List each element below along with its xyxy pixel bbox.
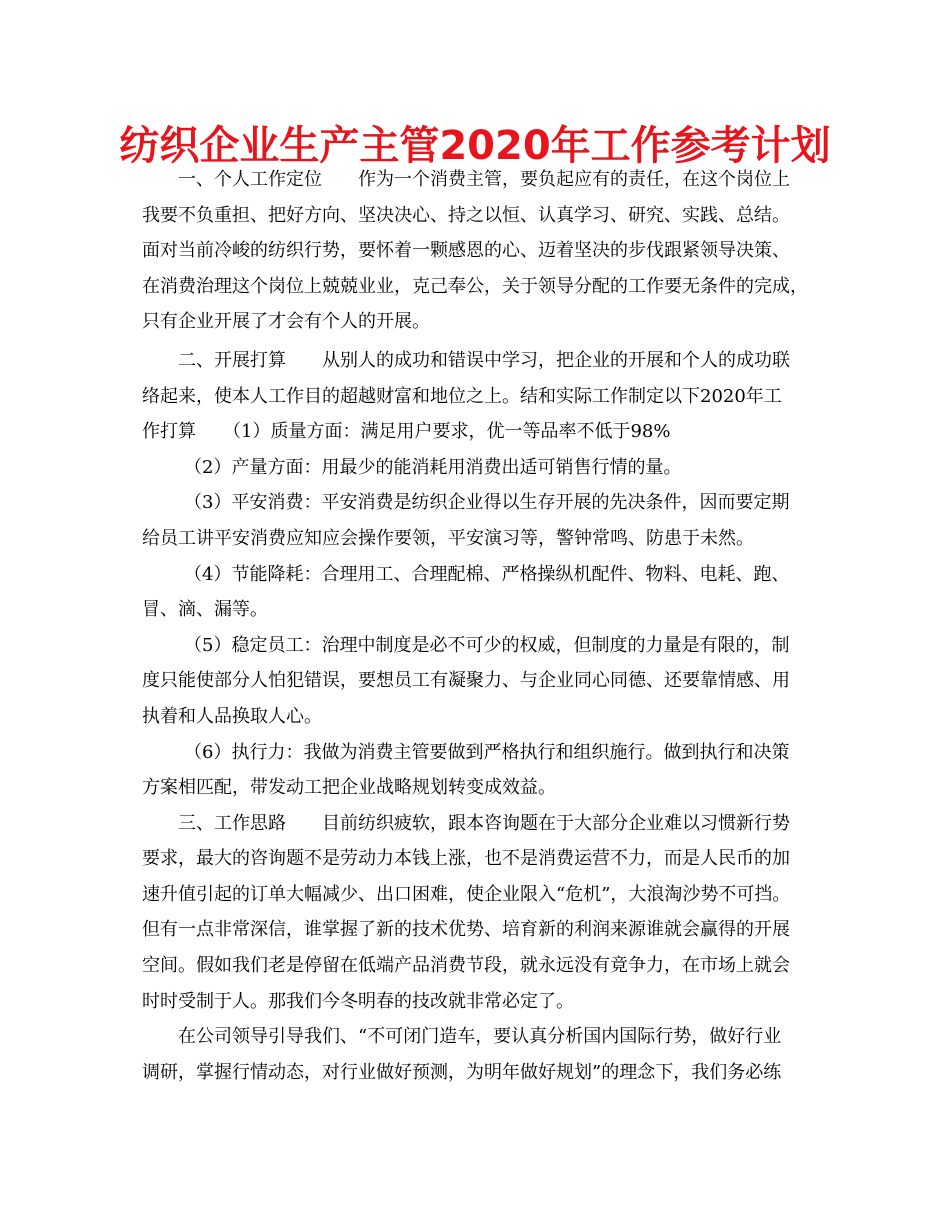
paragraph-line: 时时受制于人。那我们今冬明春的技改就非常必定了。 (142, 990, 574, 1012)
paragraph-line: （3）平安消费：平安消费是纺织企业得以生存开展的先决条件，因而要定期 (184, 492, 790, 514)
paragraph-line: 三、工作思路 目前纺织疲软，跟本咨询题在于大部分企业难以习惯新行势 (178, 812, 790, 834)
paragraph-line: （5）稳定员工：治理中制度是必不可少的权威，但制度的力量是有限的，制 (184, 634, 790, 656)
paragraph-line: 度只能使部分人怕犯错误，要想员工有凝聚力、与企业同心同德、还要靠情感、用 (142, 670, 790, 692)
paragraph-line: 我要不负重担、把好方向、坚决决心、持之以恒、认真学习、研究、实践、总结。 (142, 204, 790, 226)
paragraph-line: （6）执行力：我做为消费主管要做到严格执行和组织施行。做到执行和决策 (184, 741, 790, 763)
paragraph-line: 要求，最大的咨询题不是劳动力本钱上涨，也不是消费运营不力，而是人民币的加 (142, 848, 790, 870)
paragraph-line: 速升值引起的订单大幅减少、出口困难，使企业限入“危机”，大浪淘沙势不可挡。 (142, 883, 791, 905)
paragraph-line: （2）产量方面：用最少的能消耗用消费出适可销售行情的量。 (184, 456, 682, 478)
paragraph-line: 二、开展打算 从别人的成功和错误中学习，把企业的开展和个人的成功联 (178, 349, 790, 371)
paragraph-line: 一、个人工作定位 作为一个消费主管，要负起应有的责任，在这个岗位上 (178, 169, 790, 190)
paragraph-line: 只有企业开展了才会有个人的开展。 (142, 311, 430, 333)
document-body (142, 162, 834, 1090)
paragraph-line: 络起来，使本人工作目的超越财富和地位之上。结和实际工作制定以下2020年工 (142, 385, 782, 407)
paragraph-line: 冒、滴、漏等。 (142, 599, 268, 621)
paragraph-line: 但有一点非常深信，谁掌握了新的技术优势、培育新的利润来源谁就会赢得的开展 (142, 919, 790, 941)
paragraph-line: 在公司领导引导我们、“不可闭门造车，要认真分析国内国际行势，做好行业 (178, 1026, 782, 1048)
paragraph-line: 给员工讲平安消费应知应会操作要领，平安演习等，警钟常鸣、防患于未然。 (142, 527, 754, 549)
document-title: 纺织企业生产主管2020年工作参考计划 (119, 123, 831, 169)
paragraph-line: 方案相匹配，带发动工把企业战略规划转变成效益。 (142, 777, 556, 799)
paragraph-line: 调研，掌握行情动态，对行业做好预测，为明年做好规划”的理念下，我们务必练 (142, 1061, 782, 1083)
paragraph-line: 在消费治理这个岗位上兢兢业业，克己奉公，关于领导分配的工作要无条件的完成， (142, 275, 808, 297)
paragraph-line: 空间。假如我们老是停留在低端产品消费节段，就永远没有竟争力，在市场上就会 (142, 955, 790, 977)
paragraph-line: 作打算 （1）质量方面：满足用户要求，优一等品率不低于98% (142, 421, 671, 443)
paragraph-line: 面对当前冷峻的纺织行势，要怀着一颗感恩的心、迈着坚决的步伐跟紧领导决策、 (142, 240, 790, 262)
paragraph-line: 执着和人品换取人心。 (142, 705, 322, 727)
paragraph-line: （4）节能降耗：合理用工、合理配棉、严格操纵机配件、物料、电耗、跑、 (184, 563, 790, 585)
